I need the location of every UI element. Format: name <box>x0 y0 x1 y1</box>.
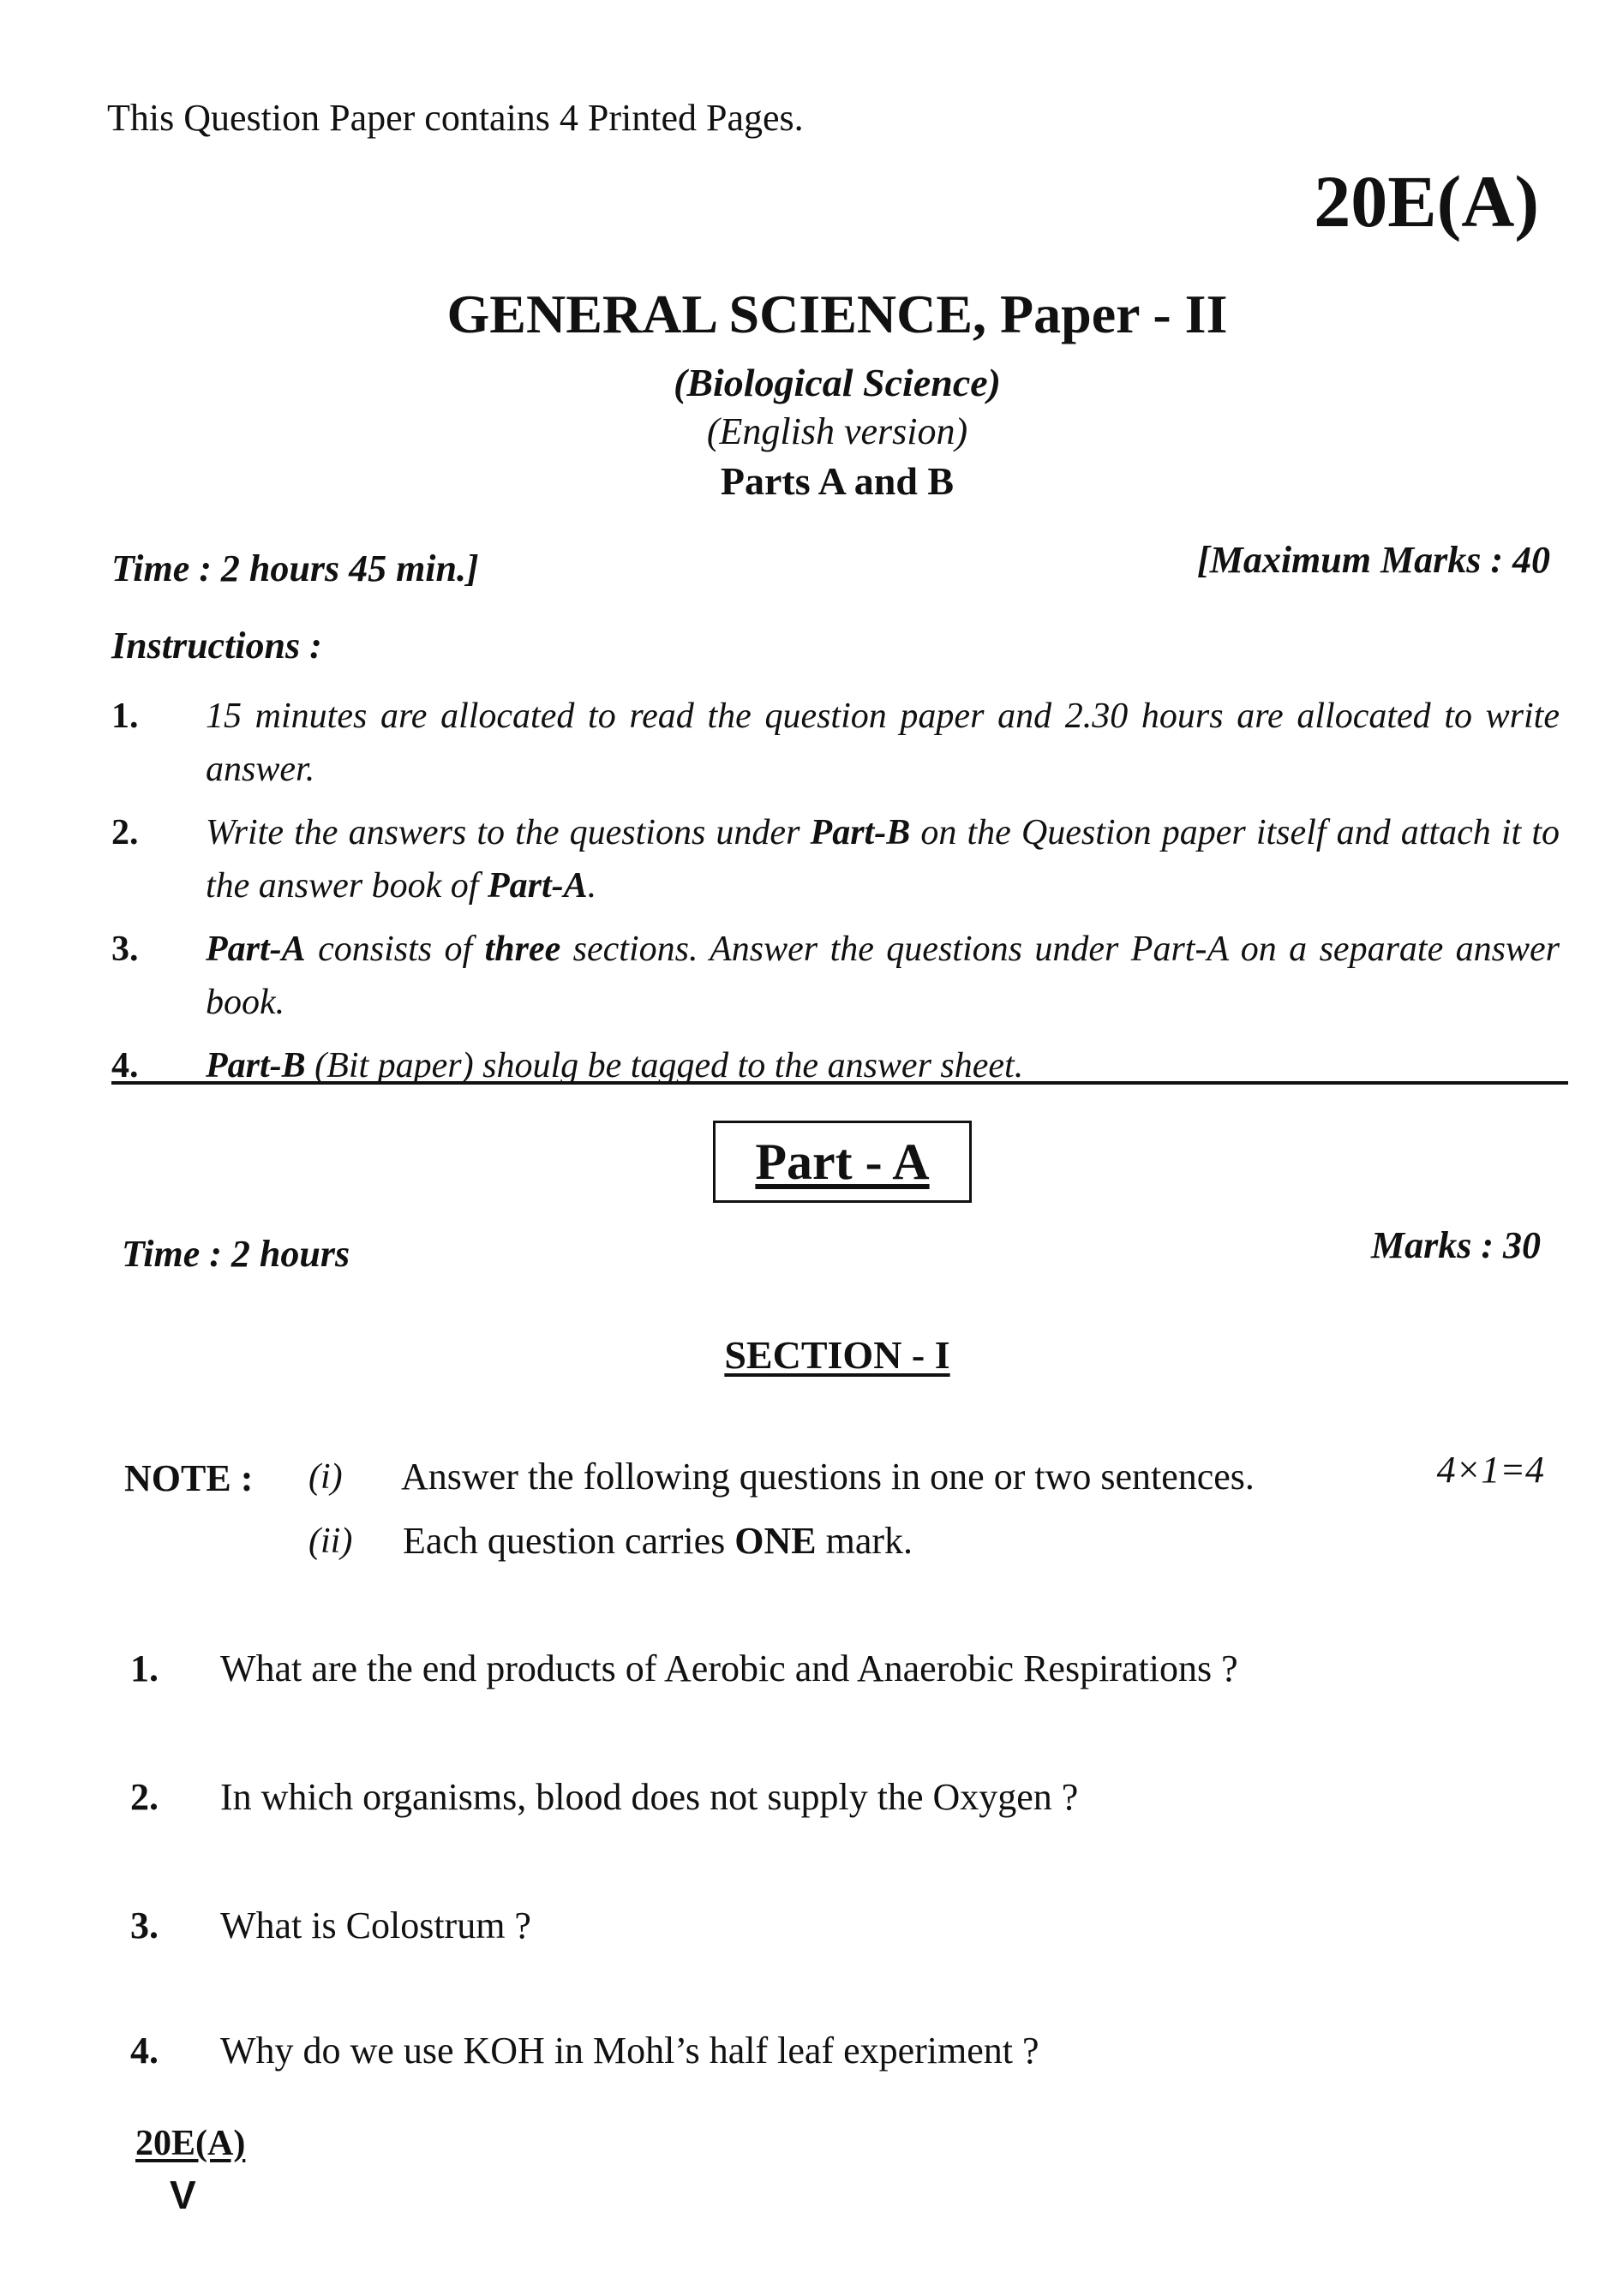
instruction-number: 4. <box>111 1046 139 1085</box>
question-item <box>130 2029 1039 2072</box>
instruction-item <box>111 806 1560 912</box>
note-item-text: Each question carries ONE mark. <box>403 1520 913 1562</box>
part-a-heading-box <box>713 1121 972 1203</box>
divider-line <box>111 1081 1568 1085</box>
question-item <box>130 1647 1238 1690</box>
instruction-item <box>111 923 1560 1029</box>
instruction-item <box>111 690 1560 796</box>
instruction-number: 1. <box>111 697 139 736</box>
question-number: 2. <box>130 1776 159 1818</box>
footer-mark: V <box>170 2173 196 2217</box>
paper-version: (English version) <box>706 410 968 452</box>
paper-title: GENERAL SCIENCE, Paper - II <box>446 284 1228 344</box>
instruction-text: Part-A consists of three sections. Answer the questions under Part-A on a separate answer book. <box>206 930 1560 1022</box>
paper-subject: (Biological Science) <box>674 361 1001 404</box>
question-text: Why do we use KOH in Mohl’s half leaf experiment ? <box>220 2030 1039 2072</box>
instruction-number: 3. <box>111 930 139 969</box>
part-a-marks: Marks : 30 <box>1370 1224 1541 1266</box>
note-item-number: (ii) <box>308 1522 353 1561</box>
note-label: NOTE : <box>124 1457 254 1499</box>
footer-paper-code: 20E(A) <box>135 2124 246 2163</box>
question-number: 3. <box>130 1904 159 1946</box>
question-item <box>130 1904 531 1947</box>
question-text: In which organisms, blood does not supply the Oxygen ? <box>220 1776 1079 1818</box>
note-item-number: (i) <box>308 1457 343 1497</box>
instruction-number: 2. <box>111 813 139 852</box>
instruction-text: Write the answers to the questions under Part-B on the Question paper itself and attach it to the answer book of Part-A. <box>206 813 1560 906</box>
instructions-heading: Instructions : <box>111 625 322 667</box>
paper-parts: Parts A and B <box>720 459 955 503</box>
exam-time: Time : 2 hours 45 min.] <box>111 547 479 589</box>
instructions-list <box>111 690 1560 1103</box>
part-a-heading: Part - A <box>755 1133 930 1190</box>
part-a-time: Time : 2 hours <box>122 1233 350 1275</box>
section-score: 4×1=4 <box>1436 1449 1544 1491</box>
exam-max-marks: [Maximum Marks : 40 <box>1197 539 1550 581</box>
instruction-text: 15 minutes are allocated to read the question paper and 2.30 hours are allocated to write answer. <box>206 697 1560 789</box>
section-heading: SECTION - I <box>724 1333 950 1377</box>
note-item-text: Answer the following questions in one or two sentences. <box>401 1456 1255 1498</box>
instruction-text: Part-B (Bit paper) shoulg be tagged to the answer sheet. <box>206 1046 1024 1085</box>
question-number: 4. <box>130 2030 159 2072</box>
pages-note: This Question Paper contains 4 Printed Pages. <box>107 97 804 139</box>
question-text: What is Colostrum ? <box>220 1904 531 1946</box>
question-number: 1. <box>130 1647 159 1689</box>
question-text: What are the end products of Aerobic and Anaerobic Respirations ? <box>220 1647 1238 1689</box>
paper-code: 20E(A) <box>1314 160 1539 242</box>
question-item <box>130 1775 1078 1819</box>
